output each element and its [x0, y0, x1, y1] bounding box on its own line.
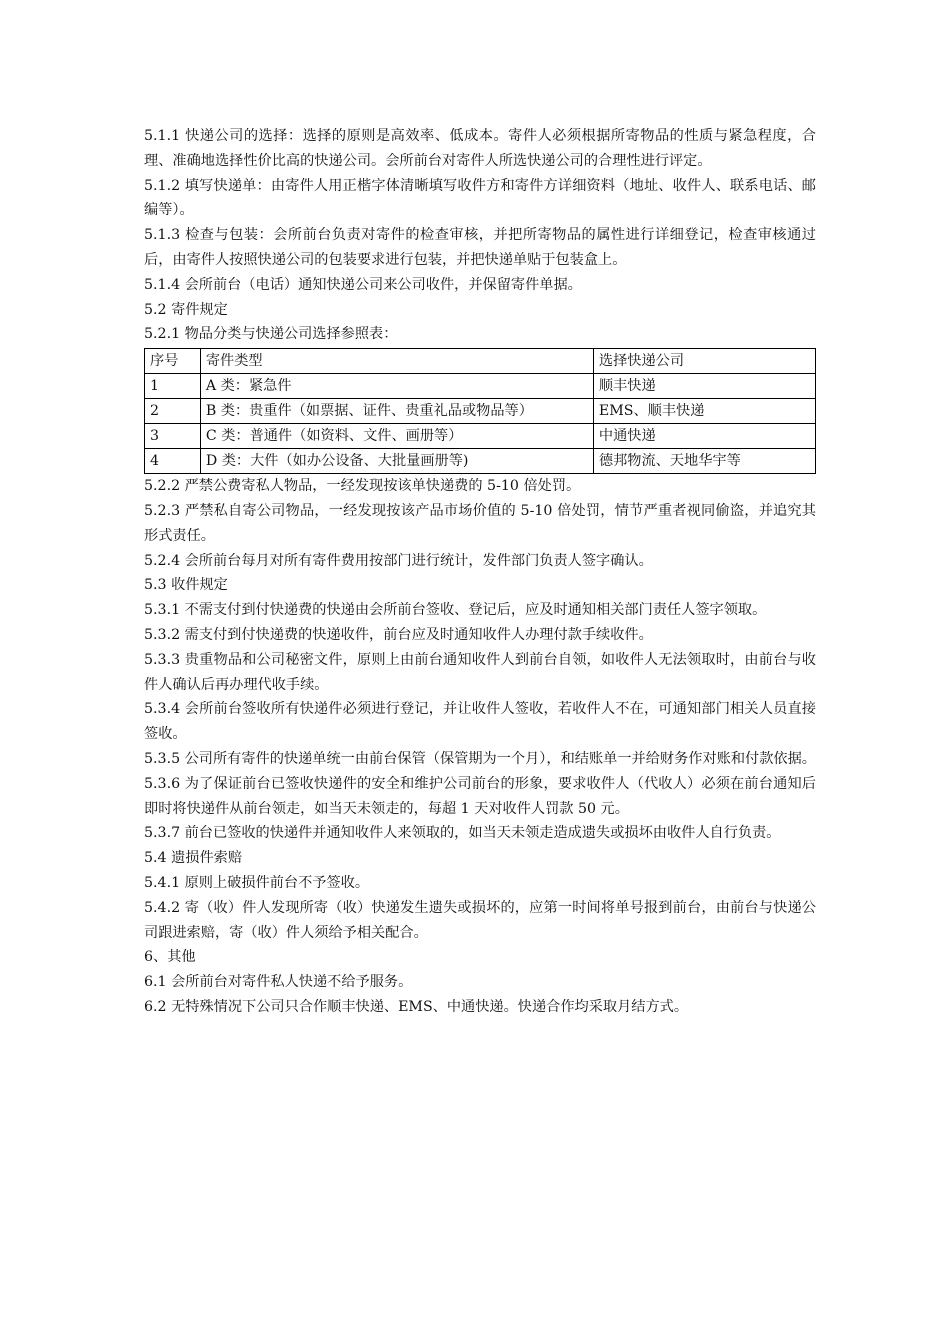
table-header-cell: 选择快递公司 [593, 349, 815, 374]
paragraph-5-1-2: 5.1.2 填写快递单：由寄件人用正楷字体清晰填写收件方和寄件方详细资料（地址、收件人、联系电话、邮编等）。 [144, 177, 816, 219]
table-cell: 德邦物流、天地华宇等 [593, 449, 815, 474]
table-cell: 顺丰快递 [593, 374, 815, 399]
paragraph-5-3-6: 5.3.6 为了保证前台已签收快递件的安全和维护公司前台的形象，要求收件人（代收人）必须在前台通知后即时将快递件从前台领走，如当天未领走的，每超 1 天对收件人罚款 50 元。 [144, 775, 816, 817]
paragraph-5-2-2: 5.2.2 严禁公费寄私人物品，一经发现按该单快递费的 5-10 倍处罚。 [144, 478, 581, 495]
paragraph-5-2-3: 5.2.3 严禁私自寄公司物品，一经发现按该产品市场价值的 5-10 倍处罚，情节严重者视同偷盗，并追究其形式责任。 [144, 502, 816, 544]
table-cell: B 类：贵重件（如票据、证件、贵重礼品或物品等） [200, 399, 593, 424]
table-row [145, 399, 816, 424]
table-cell: 中通快递 [593, 424, 815, 449]
paragraph-5-3-7: 5.3.7 前台已签收的快递件并通知收件人来领取的，如当天未领走造成遗失或损坏由收件人自行负责。 [144, 825, 781, 842]
paragraph-5-3-4: 5.3.4 会所前台签收所有快递件必须进行登记，并让收件人签收，若收件人不在，可通知部门相关人员直接签收。 [144, 701, 816, 743]
paragraph-5-1-4: 5.1.4 会所前台（电话）通知快递公司来公司收件，并保留寄件单据。 [144, 276, 582, 293]
courier-reference-table [144, 348, 816, 474]
table-row [145, 374, 816, 399]
document-page [144, 124, 816, 1020]
table-cell: 3 [145, 424, 201, 449]
table-row [145, 449, 816, 474]
table-cell: 1 [145, 374, 201, 399]
paragraph-5-3-5: 5.3.5 公司所有寄件的快递单统一由前台保管（保管期为一个月），和结账单一并给财务作对账和付款依据。 [144, 750, 816, 767]
heading-5-3: 5.3 收件规定 [144, 577, 228, 594]
table-cell: EMS、顺丰快递 [593, 399, 815, 424]
table-cell: D 类：大件（如办公设备、大批量画册等) [200, 449, 593, 474]
paragraph-6-2: 6.2 无特殊情况下公司只合作顺丰快递、EMS、中通快递。快递合作均采取月结方式。 [144, 998, 689, 1015]
paragraph-5-1-3: 5.1.3 检查与包装：会所前台负责对寄件的检查审核，并把所寄物品的属性进行详细登记，检查审核通过后，由寄件人按照快递公司的包装要求进行包装，并把快递单贴于包装盒上。 [144, 227, 816, 268]
table-cell: 2 [145, 399, 201, 424]
paragraph-5-4-2: 5.4.2 寄（收）件人发现所寄（收）快递发生遗失或损坏的，应第一时间将单号报到前台，由前台与快递公司跟进索赔，寄（收）件人须给予相关配合。 [144, 899, 816, 941]
paragraph-5-1-1: 5.1.1 快递公司的选择：选择的原则是高效率、低成本。寄件人必须根据所寄物品的性质与紧急程度，合理、准确地选择性价比高的快递公司。会所前台对寄件人所选快递公司的合理性进行评定。 [144, 128, 816, 169]
heading-5-2: 5.2 寄件规定 [144, 301, 228, 318]
paragraph-5-3-3: 5.3.3 贵重物品和公司秘密文件，原则上由前台通知收件人到前台自领，如收件人无法领取时，由前台与收件人确认后再办理代收手续。 [144, 651, 816, 693]
paragraph-6-1: 6.1 会所前台对寄件私人快递不给予服务。 [144, 974, 413, 991]
table-row [145, 424, 816, 449]
paragraph-5-3-1: 5.3.1 不需支付到付快递费的快递由会所前台签收、登记后，应及时通知相关部门责任人签字领取。 [144, 602, 767, 619]
table-header-cell: 寄件类型 [200, 349, 593, 374]
table-header-row [145, 349, 816, 374]
table-cell: C 类：普通件（如资料、文件、画册等） [200, 424, 593, 449]
paragraph-5-2-4: 5.2.4 会所前台每月对所有寄件费用按部门进行统计，发件部门负责人签字确认。 [144, 552, 653, 569]
table-cell: A 类：紧急件 [200, 374, 593, 399]
heading-6: 6、其他 [144, 949, 196, 966]
heading-5-4: 5.4 遗损件索赔 [144, 850, 243, 867]
table-header-cell: 序号 [145, 349, 201, 374]
paragraph-5-3-2: 5.3.2 需支付到付快递费的快递收件，前台应及时通知收件人办理付款手续收件。 [144, 626, 653, 643]
paragraph-5-4-1: 5.4.1 原则上破损件前台不予签收。 [144, 874, 370, 891]
table-cell: 4 [145, 449, 201, 474]
paragraph-5-2-1: 5.2.1 物品分类与快递公司选择参照表： [144, 326, 398, 343]
